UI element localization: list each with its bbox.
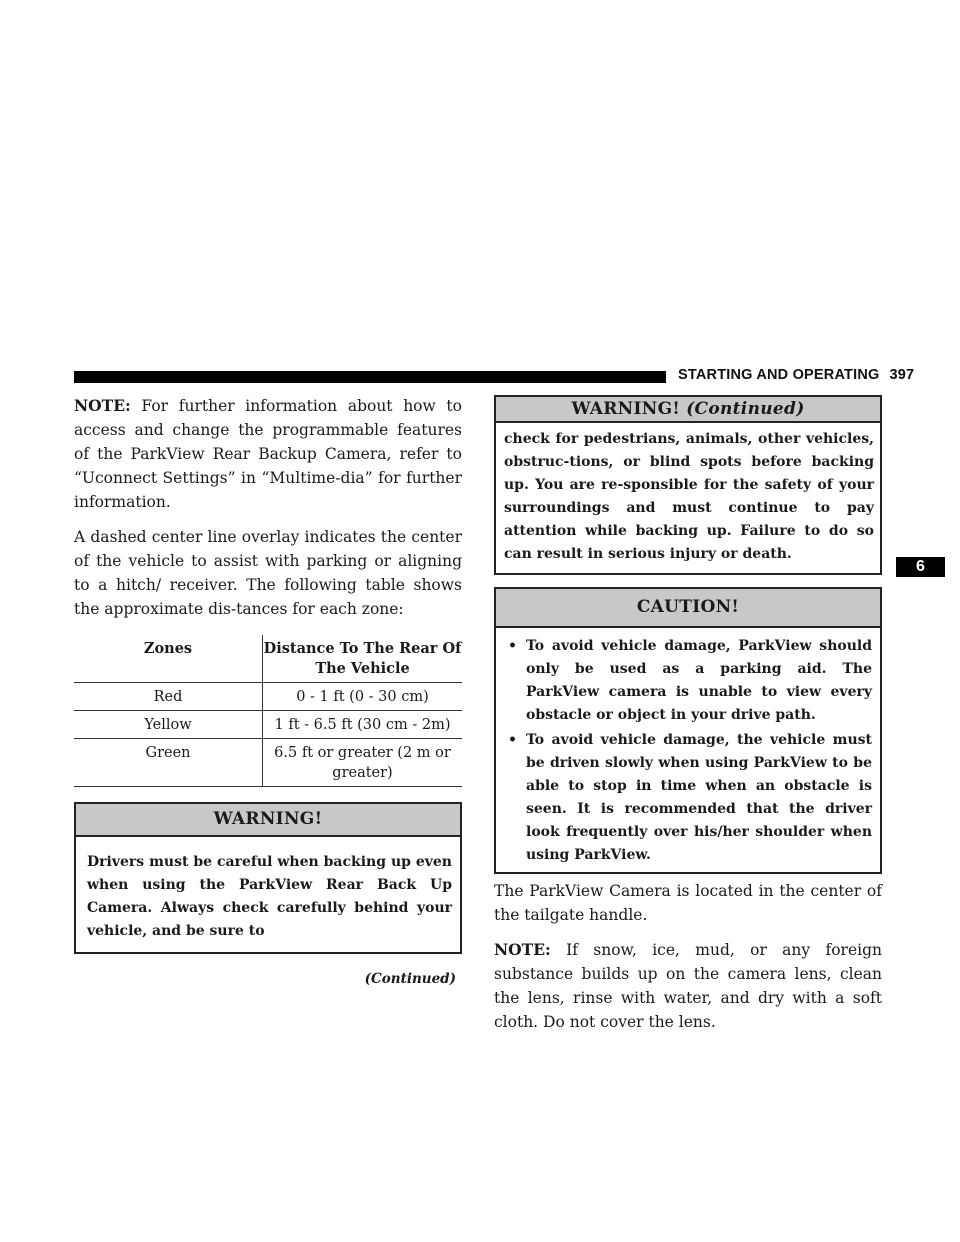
warning-title: WARNING! (571, 399, 681, 419)
zones-table (74, 635, 462, 787)
caution-title: CAUTION! (496, 589, 880, 628)
caution-item-text: To avoid vehicle damage, ParkView should only be used as a parking aid. The ParkView camera is unable to view every obstacle or object in your drive path. (526, 638, 872, 723)
list-item (504, 635, 872, 727)
running-header (678, 367, 914, 383)
note-label: NOTE: (74, 396, 131, 415)
overlay-paragraph: A dashed center line overlay indicates the center of the vehicle to assist with parking or aligning to a hitch/ receiver. The following table shows the approximate dis-tances for each zone: (74, 528, 462, 618)
column-header-distance: Distance To The Rear Of The Vehicle (263, 635, 463, 683)
camera-location-paragraph: The ParkView Camera is located in the center of the tailgate handle. (494, 882, 882, 924)
left-column (74, 394, 462, 991)
chapter-tab: 6 (896, 557, 945, 577)
zone-cell: Green (74, 739, 263, 787)
continued-label: (Continued) (364, 971, 456, 987)
note-label: NOTE: (494, 940, 551, 959)
bullet-icon: • (508, 732, 517, 748)
zone-cell: Red (74, 683, 263, 711)
page-number: 397 (889, 367, 915, 383)
table-row (74, 683, 462, 711)
table-row (74, 739, 462, 787)
warning-continued-title (496, 397, 880, 423)
warning-title: WARNING! (76, 804, 460, 837)
header-rule (74, 371, 666, 383)
distance-cell: 0 - 1 ft (0 - 30 cm) (263, 683, 463, 711)
warning-text: Drivers must be careful when backing up even when using the ParkView Rear Back Up Camera. Always check carefully behind your vehicle, and be sure to (87, 854, 452, 939)
zone-cell: Yellow (74, 711, 263, 739)
note-text: If snow, ice, mud, or any foreign substance builds up on the camera lens, clean the lens, rinse with water, and dry with a soft cloth. Do not cover the lens. (494, 941, 882, 1031)
section-title: STARTING AND OPERATING (678, 367, 880, 383)
caution-item-text: To avoid vehicle damage, the vehicle must be driven slowly when using ParkView to be able to stop in time when an obstacle is seen. It is recommended that the driver look frequently over his/her shoulder when using ParkView. (526, 732, 872, 863)
caution-body (496, 628, 880, 872)
list-item (504, 729, 872, 867)
right-column (494, 395, 882, 1045)
distance-cell: 6.5 ft or greater (2 m or greater) (263, 739, 463, 787)
table-header-row (74, 635, 462, 683)
column-header-zones: Zones (74, 635, 263, 683)
note-paragraph (74, 394, 462, 514)
caution-box (494, 587, 882, 874)
warning-box (74, 802, 462, 954)
note-text: For further information about how to access and change the programmable features of the ParkView Rear Backup Camera, refer to “Uconnect Settings” in “Multime-dia” for further information. (74, 397, 462, 511)
note-paragraph (494, 938, 882, 1034)
warning-text: check for pedestrians, animals, other vehicles, obstruc-tions, or blind spots before backing up. You are re-sponsible for the safety of your surroundings and must continue to pay attention while backing up. Failure to do so can result in serious injury or death. (504, 431, 874, 562)
table-row (74, 711, 462, 739)
bullet-icon: • (508, 638, 517, 654)
continued-label: (Continued) (686, 399, 805, 419)
warning-continued-box (494, 395, 882, 575)
distance-cell: 1 ft - 6.5 ft (30 cm - 2m) (263, 711, 463, 739)
caution-list (504, 635, 872, 867)
